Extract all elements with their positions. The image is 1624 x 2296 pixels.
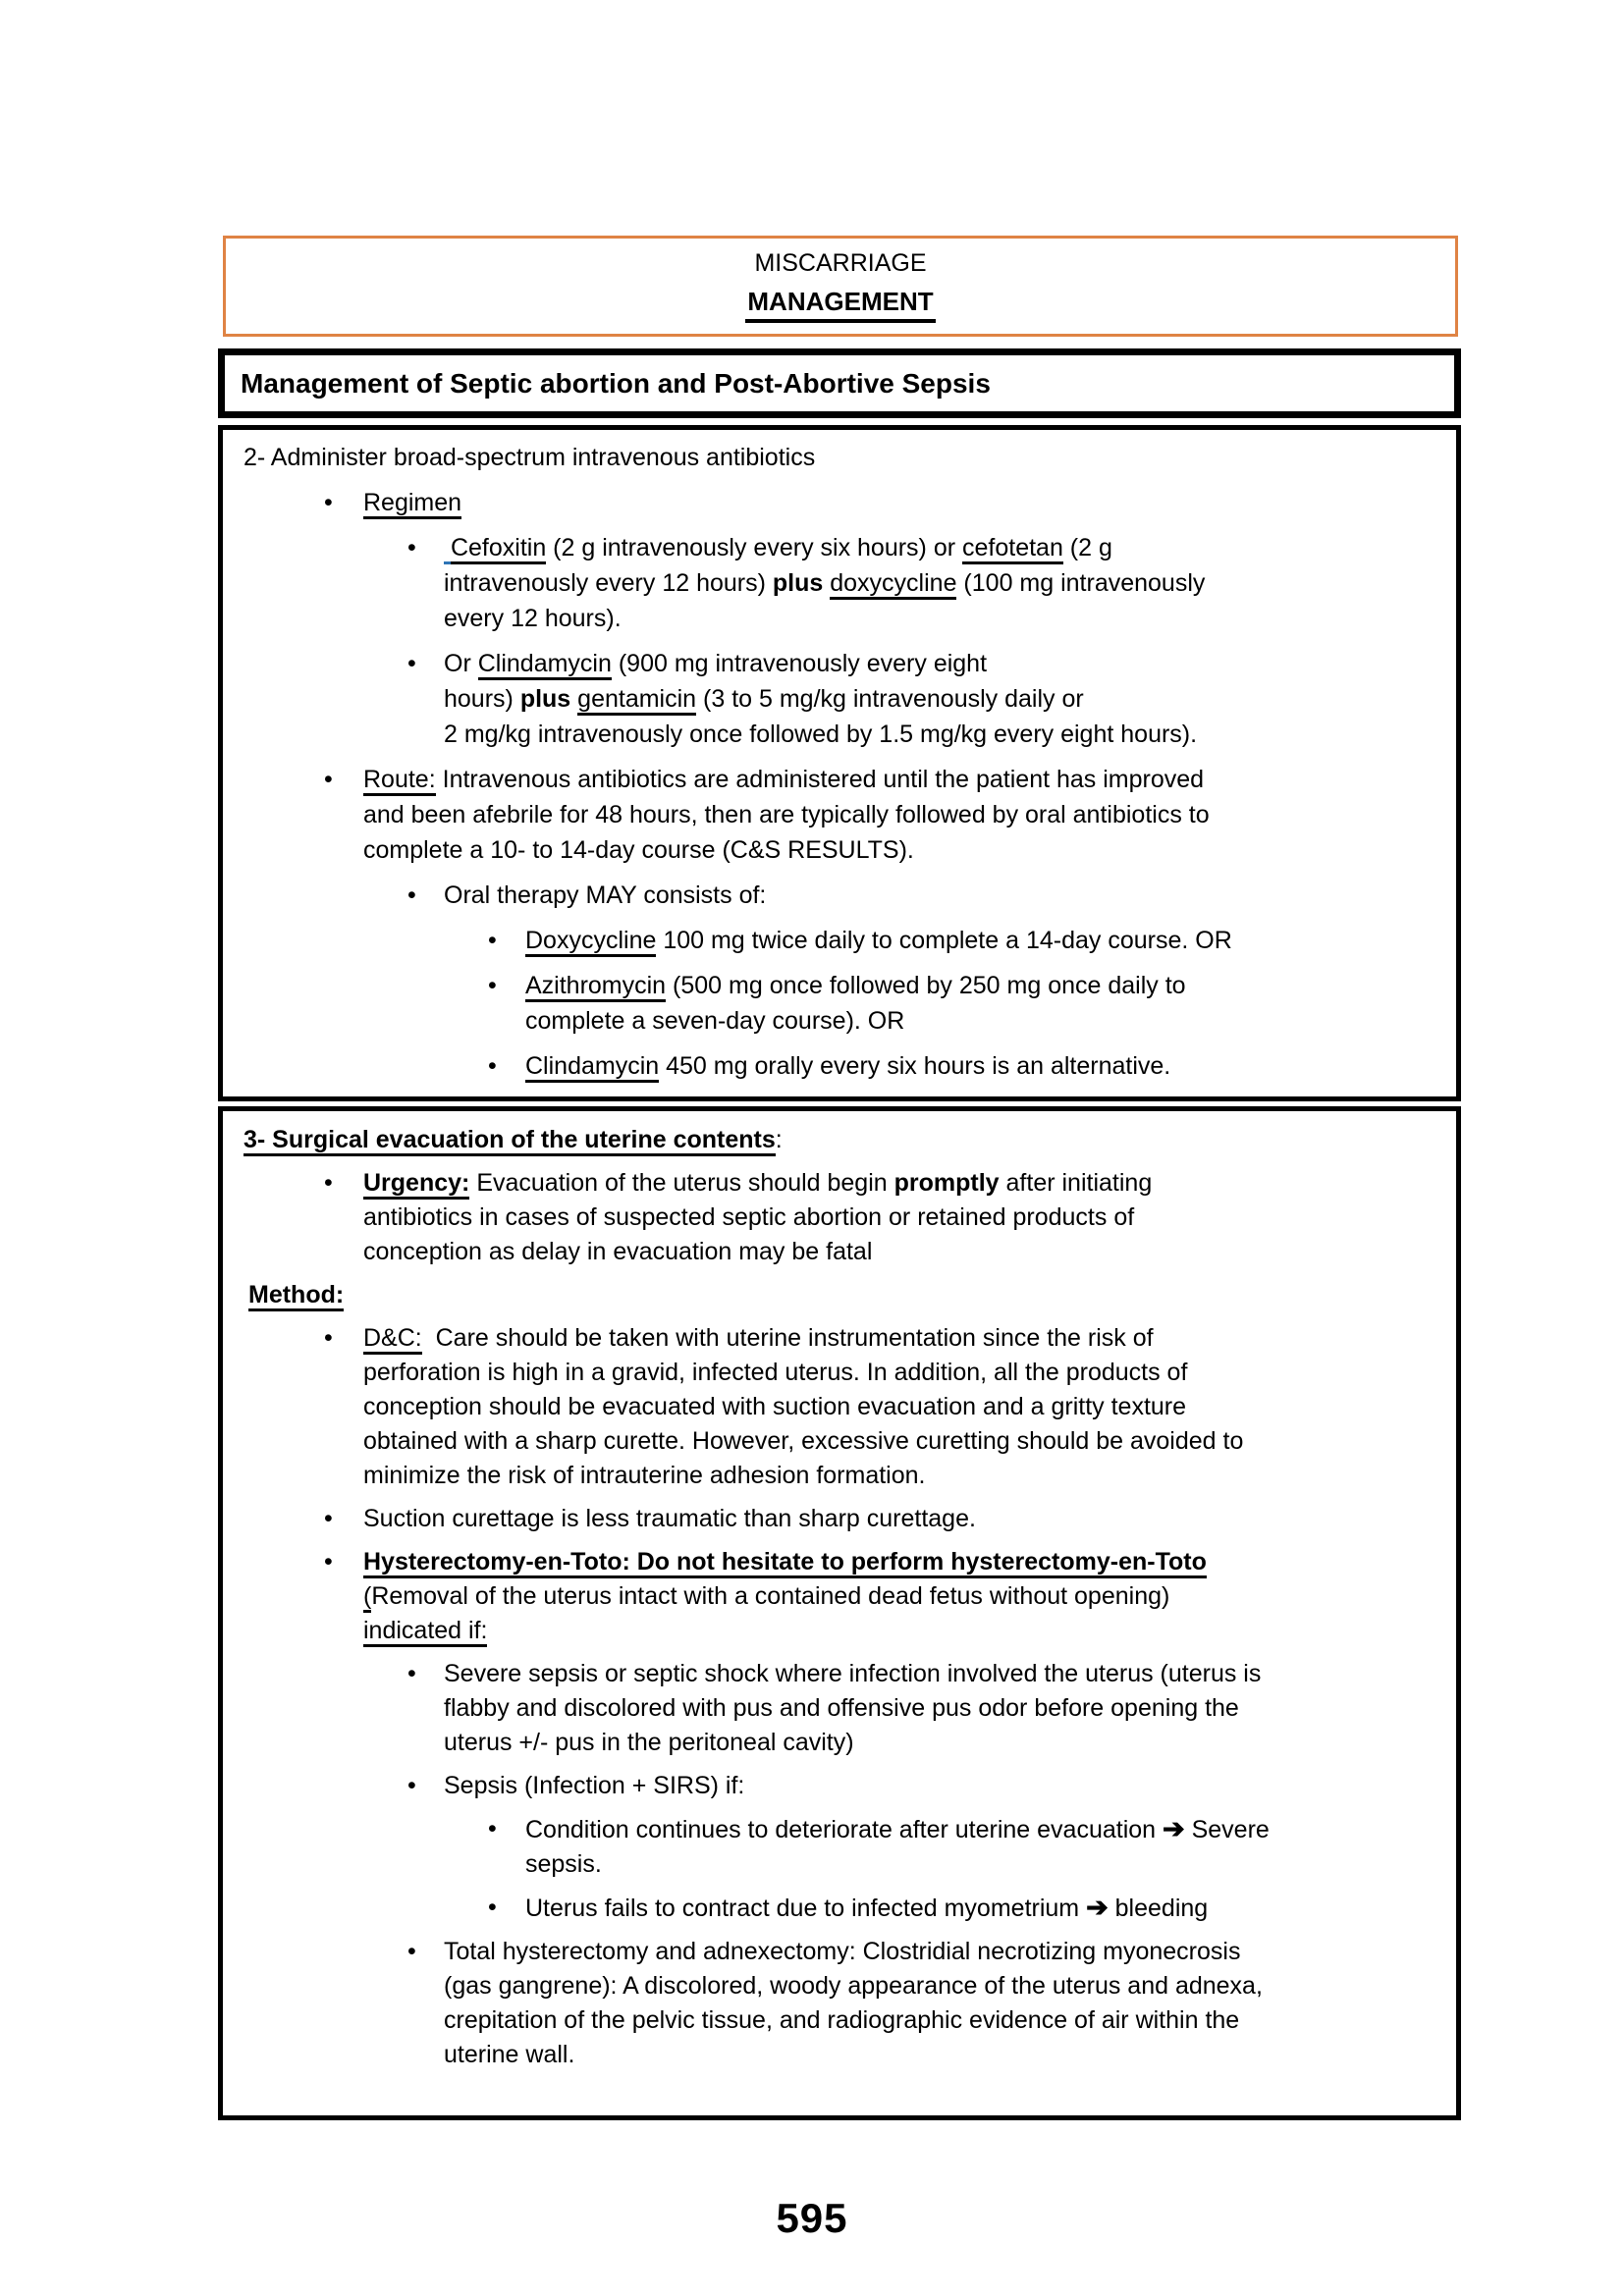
- list-item-text: D&C: Care should be taken with uterine instrumentation since the risk of perforation is high in a gravid, infected uterus. In addition, all the products of conception should be evacuated with suction evacuation and a gritty texture obtained with a sharp curette. However, excessive curetting should be avoided to minimize the risk of intrauterine adhesion formation.: [363, 1324, 1244, 1489]
- antibiotics-list: [223, 485, 1456, 1084]
- right-arrow-icon: ➔: [1163, 1814, 1185, 1843]
- list-item-text: Suction curettage is less traumatic than sharp curettage.: [363, 1505, 976, 1532]
- section-title: Management of Septic abortion and Post-Abortive Sepsis: [241, 367, 991, 399]
- list-item-text: Sepsis (Infection + SIRS) if:: [444, 1772, 745, 1799]
- list-item-text: Doxycycline 100 mg twice daily to complete a 14-day course. OR: [525, 927, 1232, 957]
- bullet-icon: •: [407, 881, 416, 909]
- bullet-icon: •: [324, 766, 333, 793]
- bullet-icon: •: [407, 1938, 416, 1965]
- list-item: [223, 1657, 1456, 1760]
- list-item: [223, 923, 1456, 958]
- list-item-text: Hysterectomy-en-Toto: Do not hesitate to perform hysterectomy-en-Toto (Removal of the uterus intact with a contained dead fetus without opening) indicated if:: [363, 1548, 1207, 1647]
- antibiotics-box: [218, 425, 1461, 1101]
- list-item: [223, 968, 1456, 1039]
- bullet-icon: •: [488, 927, 497, 954]
- section-header-bar: [218, 348, 1461, 418]
- list-item: [223, 1166, 1456, 1269]
- list-item: [223, 878, 1456, 913]
- page-number: 595: [776, 2195, 848, 2241]
- bullet-icon: •: [324, 489, 333, 516]
- bullet-icon: •: [488, 1894, 497, 1921]
- list-item-text: Uterus fails to contract due to infected myometrium ➔ bleeding: [525, 1893, 1209, 1922]
- bullet-icon: •: [324, 1169, 333, 1197]
- list-item: [223, 762, 1456, 868]
- bullet-icon: •: [324, 1324, 333, 1352]
- surgical-evacuation-box: [218, 1106, 1461, 2120]
- list-item: [223, 1769, 1456, 1803]
- list-item: [223, 1812, 1456, 1882]
- bullet-icon: •: [488, 972, 497, 999]
- list-item-text: Severe sepsis or septic shock where infection involved the uterus (uterus is flabby and discolored with pus and offensive pus odor before opening the uterus +/- pus in the peritoneal cavity): [444, 1660, 1262, 1756]
- list-item-text: Urgency: Evacuation of the uterus should begin promptly after initiating antibiotics in cases of suspected septic abortion or retained products of conception as delay in evacuation may be fatal: [363, 1169, 1153, 1265]
- text-line: [223, 1278, 1456, 1312]
- list-item: [223, 1545, 1456, 1648]
- list-item: [223, 1502, 1456, 1536]
- page-subtitle: MANAGEMENT: [745, 285, 935, 323]
- list-item: [223, 530, 1456, 636]
- title-banner: [223, 236, 1458, 337]
- list-item-text: Or Clindamycin (900 mg intravenously every eight hours) plus gentamicin (3 to 5 mg/kg intravenously daily or 2 mg/kg intravenously once followed by 1.5 mg/kg every eight hours).: [444, 650, 1198, 748]
- bullet-icon: •: [324, 1505, 333, 1532]
- bullet-icon: •: [407, 650, 416, 677]
- list-item-text: Total hysterectomy and adnexectomy: Clostridial necrotizing myonecrosis (gas gangrene): A discolored, woody appearance of the uterus and adnexa, crepitation of the pelvic tissue, and radiographic evidence of air within the uterine wall.: [444, 1938, 1263, 2068]
- bullet-icon: •: [407, 1772, 416, 1799]
- list-item-text: Clindamycin 450 mg orally every six hours is an alternative.: [525, 1052, 1170, 1083]
- list-item-text: Regimen: [363, 489, 461, 519]
- right-arrow-icon: ➔: [1086, 1893, 1109, 1922]
- bullet-icon: •: [324, 1548, 333, 1575]
- bullet-icon: •: [407, 534, 416, 561]
- list-item-text: Cefoxitin (2 g intravenously every six hours) or cefotetan (2 g intravenously every 12 hours) plus doxycycline (100 mg intravenously every 12 hours).: [444, 534, 1206, 632]
- bullet-icon: •: [488, 1815, 497, 1842]
- list-item-text: Azithromycin (500 mg once followed by 250 mg once daily to complete a seven-day course). OR: [525, 972, 1186, 1035]
- box-heading-surgical: 3- Surgical evacuation of the uterine contents:: [223, 1111, 1456, 1157]
- surgical-list: [223, 1166, 1456, 2072]
- list-item-text: Route: Intravenous antibiotics are administered until the patient has improved and been afebrile for 48 hours, then are typically followed by oral antibiotics to complete a 10- to 14-day course (C&S RESULTS).: [363, 766, 1210, 864]
- list-item: [223, 646, 1456, 752]
- bullet-icon: •: [407, 1660, 416, 1687]
- bullet-icon: •: [488, 1052, 497, 1080]
- list-item: [223, 1048, 1456, 1084]
- list-item-text: Oral therapy MAY consists of:: [444, 881, 767, 909]
- list-item: [223, 485, 1456, 520]
- list-item: [223, 1935, 1456, 2072]
- box-heading-antibiotics: 2- Administer broad-spectrum intravenous antibiotics: [244, 444, 816, 471]
- list-item-text: Method:: [248, 1281, 344, 1311]
- list-item-text: Condition continues to deteriorate after uterine evacuation ➔ Severe sepsis.: [525, 1814, 1270, 1878]
- page-title: MISCARRIAGE: [754, 249, 927, 277]
- list-item: [223, 1891, 1456, 1926]
- list-item: [223, 1321, 1456, 1493]
